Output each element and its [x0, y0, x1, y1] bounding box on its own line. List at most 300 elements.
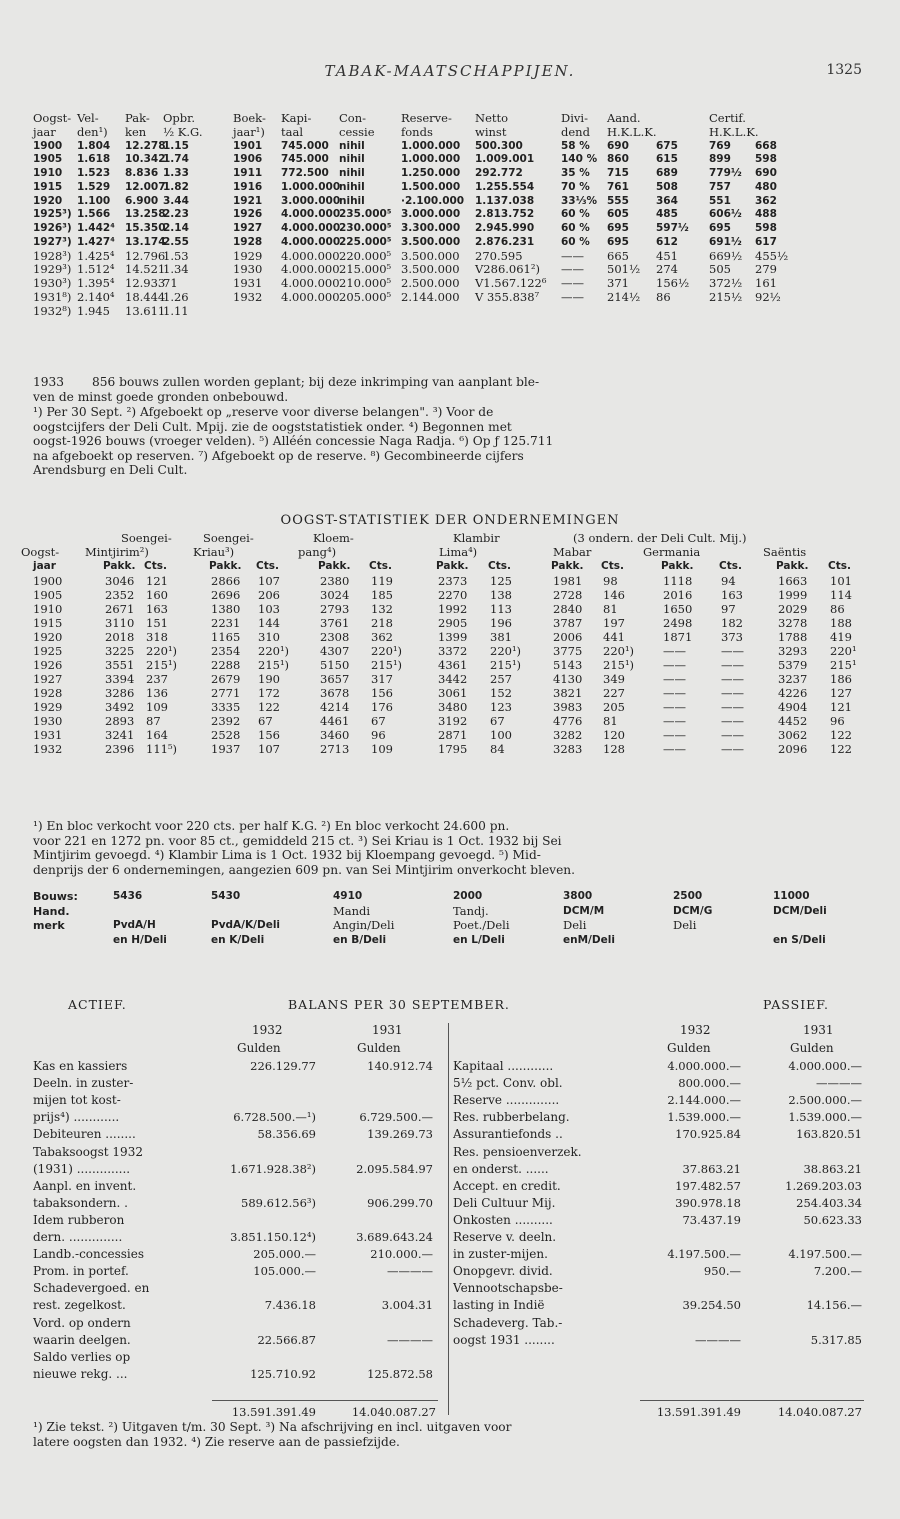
table-cell: 3983 — [553, 700, 583, 714]
text-line: Mintjirim gevoegd. ⁴) Klambir Lima is 1 Oct. 1932 bij Kloempang gevoegd. ⁵) Mid- — [33, 848, 541, 862]
table-cell: 606½ — [709, 208, 742, 221]
table-cell: 372½ — [709, 276, 743, 290]
bouws-cell: Deli — [563, 918, 587, 932]
bouws-cell: Poet./Deli — [453, 918, 510, 932]
liability-1931: 7.200.— — [813, 1264, 862, 1279]
liability-1932: 170.925.84 — [675, 1127, 741, 1142]
table-cell: 156 — [258, 728, 280, 742]
year-1932-right: 1932 — [680, 1023, 711, 1037]
table-cell: 615 — [656, 153, 678, 166]
table-cell: 3480 — [438, 700, 468, 714]
header-cell: Oogst- — [21, 545, 60, 559]
table-cell: 2380 — [320, 574, 350, 588]
table-cell: 1911 — [233, 167, 263, 179]
asset-1931: 3.004.31 — [381, 1298, 433, 1313]
table-cell: 2696 — [211, 588, 241, 602]
header-cell: Soengei- — [121, 531, 172, 545]
liability-label: Schadeverg. Tab.- — [453, 1315, 563, 1330]
table-cell: —— — [721, 672, 744, 686]
header-cell: Pakk. — [776, 560, 809, 572]
gulden-right: Gulden — [667, 1041, 711, 1055]
balance-footnotes — [33, 1420, 865, 1449]
bouws-cell: 2000 — [453, 890, 483, 902]
liability-label: Kapitaal ............ — [453, 1059, 554, 1073]
table-cell: 12.796 — [125, 248, 166, 263]
balance-divider — [448, 1023, 449, 1415]
table-cell: 3.000.000 — [281, 194, 341, 207]
table-cell: 3678 — [320, 686, 350, 700]
table-row — [33, 153, 873, 167]
liability-label: Vennootschapsbe- — [453, 1281, 563, 1296]
liability-label: Res. rubberbelang. — [453, 1110, 570, 1125]
table-cell: 3.300.000 — [401, 222, 461, 234]
header-cell: Pakk. — [436, 560, 469, 572]
table-cell: 695 — [709, 222, 731, 234]
table-cell: 2392 — [211, 714, 241, 728]
table-cell: 605 — [607, 208, 629, 221]
table-row — [33, 603, 873, 617]
asset-label: Landb.-concessies — [33, 1247, 144, 1262]
table-cell: 3192 — [438, 714, 468, 728]
table-cell: 1.009.001 — [475, 153, 535, 166]
table-cell: 120 — [603, 728, 625, 742]
table-cell: 33⅓% — [561, 194, 598, 207]
table-cell: 1.804 — [77, 139, 111, 152]
table-cell: Kapi- — [281, 111, 312, 125]
table-cell: —— — [561, 248, 584, 263]
table-cell: 1.000.000 — [401, 139, 461, 152]
table-row — [33, 222, 873, 236]
table-cell: 96 — [371, 728, 386, 742]
table-cell: 2231 — [211, 616, 241, 630]
table-cell: 1920 — [33, 194, 63, 207]
table-cell: —— — [561, 262, 584, 277]
table-cell: Con- — [339, 111, 367, 125]
table-cell: den¹) — [77, 124, 108, 139]
table-cell: 1.512⁴ — [77, 262, 115, 277]
header-cell: (3 ondern. der Deli Cult. Mij.) — [573, 531, 747, 545]
text-line: denprijs der 6 ondernemingen, aangezien 609 pn. van Sei Mintjirim onverkocht bleven. — [33, 862, 576, 877]
table-cell: 1928 — [33, 686, 63, 700]
table-cell: 4361 — [438, 658, 468, 672]
table-cell: —— — [561, 276, 584, 290]
header-cell: Cts. — [488, 560, 511, 572]
liability-1931: 1.269.203.03 — [785, 1178, 862, 1193]
plantings-note — [33, 375, 865, 404]
table-cell: 86 — [830, 602, 845, 616]
header-row — [33, 112, 873, 126]
table-cell: 1.529 — [77, 180, 111, 193]
table-cell: 1931 — [233, 276, 263, 290]
asset-1932: 58.356.69 — [257, 1127, 316, 1142]
asset-label: Kas en kassiers — [33, 1059, 128, 1073]
bouws-cell: 5436 — [113, 890, 143, 902]
total-right-1931: 14.040.087.27 — [777, 1405, 862, 1419]
liability-1931: 4.000.000.— — [788, 1059, 862, 1073]
table-cell: 1932 — [233, 289, 263, 304]
liability-1932: 39.254.50 — [682, 1298, 741, 1313]
table-row — [33, 645, 873, 659]
bouws-cell: enM/Deli — [563, 933, 615, 946]
table-cell: 3061 — [438, 686, 468, 700]
table-cell: 2793 — [320, 602, 350, 616]
table-cell: 317 — [371, 672, 393, 686]
table-cell: 1926 — [233, 208, 263, 221]
table-cell: 163 — [146, 602, 168, 616]
balance-title: BALANS PER 30 SEPTEMBER. — [288, 997, 510, 1012]
table-cell: Certif. — [709, 111, 746, 125]
table-cell: 1931 — [33, 728, 63, 742]
liability-1932: 2.144.000.— — [667, 1093, 741, 1108]
table-cell: taal — [281, 124, 304, 139]
table-cell: 2270 — [438, 588, 468, 602]
table-cell: 1.500.000 — [401, 180, 461, 193]
table-cell: 152 — [490, 686, 512, 700]
asset-1931: 6.729.500.— — [359, 1110, 433, 1125]
table-cell: 92½ — [755, 289, 781, 304]
bouws-cell: DCM/M — [563, 904, 605, 917]
table-cell: 3241 — [105, 728, 135, 742]
table-cell: 215¹) — [146, 658, 178, 672]
table-cell: 215½ — [709, 289, 743, 304]
table-cell: 2671 — [105, 602, 135, 616]
asset-1931: 140.912.74 — [367, 1059, 433, 1073]
table-cell: 1926 — [33, 658, 63, 672]
table-cell: 597½ — [656, 222, 689, 234]
table-cell: 220¹) — [490, 644, 522, 658]
table-cell: 205 — [603, 700, 625, 714]
table-cell: 1.15 — [163, 139, 189, 152]
year-1932-left: 1932 — [252, 1023, 283, 1037]
table-cell: H.K.L.K. — [607, 124, 657, 139]
table-cell: 2352 — [105, 588, 135, 602]
table-cell: 3282 — [553, 728, 583, 742]
table-cell: 5150 — [320, 658, 350, 672]
table-cell: 551 — [709, 194, 731, 207]
table-cell: 237 — [146, 672, 168, 686]
total-rule — [640, 1400, 864, 1401]
harvest-statistics-title: OOGST-STATISTIEK DER ONDERNEMINGEN — [280, 513, 620, 528]
asset-1932: 1.671.928.38²) — [230, 1161, 316, 1176]
company-figures-table — [33, 112, 873, 372]
table-cell: 235.000⁵ — [339, 208, 392, 221]
table-cell: 695 — [607, 235, 629, 248]
header-cell: Germania — [643, 545, 701, 559]
table-row — [33, 701, 873, 715]
asset-1931: 906.299.70 — [367, 1195, 433, 1210]
table-cell: ken — [125, 124, 147, 139]
table-cell: —— — [721, 686, 744, 700]
table-cell: 14.521 — [125, 262, 166, 277]
table-cell: 97 — [721, 602, 736, 616]
table-cell: 81 — [603, 602, 618, 616]
table-cell: 4452 — [778, 714, 808, 728]
table-row — [33, 743, 873, 757]
table-cell: 215¹) — [490, 658, 522, 672]
liability-1932: 197.482.57 — [675, 1178, 741, 1193]
harvest-statistics-table — [21, 531, 873, 822]
table-cell: 3335 — [211, 700, 241, 714]
table-cell: 1.442⁴ — [77, 222, 115, 234]
table-cell: 4.000.000 — [281, 289, 340, 304]
table-row — [33, 617, 873, 631]
year-1931-right: 1931 — [803, 1023, 834, 1037]
table-cell: 3293 — [778, 644, 808, 658]
table-cell: 1915 — [33, 616, 63, 630]
table-cell: 107 — [258, 742, 280, 756]
table-cell: 3821 — [553, 686, 583, 700]
bouws-label: Hand. — [33, 904, 70, 918]
text-line: latere oogsten dan 1932. ⁴) Zie reserve aan de passiefzijde. — [33, 1434, 400, 1449]
table-cell: 2308 — [320, 630, 350, 644]
header-cell: Cts. — [828, 560, 851, 572]
table-row — [33, 167, 873, 181]
asset-label: Idem rubberon — [33, 1212, 125, 1227]
table-cell: 4.000.000 — [281, 276, 340, 290]
table-cell: 111⁵) — [146, 742, 178, 756]
table-cell: 2288 — [211, 658, 241, 672]
asset-label: mijen tot kost- — [33, 1093, 121, 1108]
bouws-cell: DCM/Deli — [773, 904, 827, 917]
asset-1931: ———— — [387, 1264, 433, 1279]
header-row — [21, 545, 873, 560]
table-cell: —— — [663, 700, 686, 714]
table-row — [33, 277, 873, 291]
table-cell: 156½ — [656, 276, 690, 290]
table-cell: 3.500.000 — [401, 235, 461, 248]
table-cell: 161 — [755, 276, 777, 290]
table-cell: 1931⁸) — [33, 289, 72, 304]
header-cell: Pakk. — [661, 560, 694, 572]
table-cell: 1930³) — [33, 276, 72, 290]
table-cell: 220¹) — [146, 644, 178, 658]
text-line: ¹) Zie tekst. ²) Uitgaven t/m. 30 Sept. ³) Na afschrijving en incl. uitgaven voor — [33, 1420, 512, 1434]
table-cell: 665 — [607, 248, 629, 263]
table-row — [33, 673, 873, 687]
header-cell: Mintjirim²) — [85, 545, 149, 559]
table-row — [33, 181, 873, 195]
liability-label: en onderst. ...... — [453, 1161, 549, 1176]
table-cell: 1.137.038 — [475, 194, 535, 207]
table-cell: 1.425⁴ — [77, 248, 115, 263]
bouws-cell: Angin/Deli — [333, 918, 395, 932]
table-cell: 122 — [830, 742, 852, 756]
table-cell: 125 — [490, 574, 512, 588]
table-cell: 715 — [607, 167, 629, 179]
table-cell: 612 — [656, 235, 678, 248]
table-cell: 122 — [258, 700, 280, 714]
liability-1931: 14.156.— — [806, 1298, 862, 1313]
table-cell: 2354 — [211, 644, 241, 658]
asset-label: Deeln. in zuster- — [33, 1076, 134, 1091]
asset-label: Schadevergoed. en — [33, 1281, 150, 1296]
table-cell: 215¹) — [603, 658, 635, 672]
table-cell: 12.933 — [125, 276, 166, 290]
table-cell: 362 — [371, 630, 393, 644]
table-cell: 163 — [721, 588, 743, 602]
liability-1932: 390.978.18 — [675, 1195, 741, 1210]
table-cell: 2713 — [320, 742, 350, 756]
table-cell: 1.000.000 — [281, 180, 341, 193]
table-cell: 257 — [490, 672, 512, 686]
table-cell: 67 — [371, 714, 386, 728]
table-cell: 1921 — [233, 194, 263, 207]
table-row — [33, 589, 873, 603]
header-cell: Saëntis — [763, 545, 807, 559]
table-cell: —— — [721, 742, 744, 756]
table-cell: 455½ — [755, 248, 789, 263]
table-cell: 172 — [258, 686, 280, 700]
table-cell: 1.523 — [77, 167, 111, 179]
table-cell: 598 — [755, 222, 777, 234]
liability-label: 5½ pct. Conv. obl. — [453, 1076, 563, 1091]
table-cell: 1.566 — [77, 208, 111, 221]
table-cell: 2373 — [438, 574, 468, 588]
table-cell: 210.000⁵ — [339, 276, 392, 290]
table-cell: 1.74 — [163, 153, 189, 166]
header-cell: Kriau³) — [193, 545, 235, 559]
bouws-cell: Deli — [673, 918, 697, 932]
table-cell: 381 — [490, 630, 512, 644]
table-cell: 1650 — [663, 602, 693, 616]
table-cell: 2.14 — [163, 222, 189, 234]
table-cell: 81 — [603, 714, 618, 728]
table-cell: 67 — [258, 714, 273, 728]
asset-1932: 3.851.150.12⁴) — [230, 1230, 316, 1244]
text-line: na afgeboekt op reserven. ⁷) Afgeboekt op de reserve. ⁸) Gecombineerde cijfers — [33, 448, 524, 463]
liability-1932: 800.000.— — [678, 1076, 741, 1091]
header-cell: pang⁴) — [298, 545, 337, 559]
bouws-cell: en H/Deli — [113, 933, 167, 946]
asset-1932: 22.566.87 — [257, 1332, 316, 1347]
table-cell: nihil — [339, 180, 365, 193]
header-cell: Lima⁴) — [439, 545, 478, 559]
table-row — [33, 140, 873, 154]
table-cell: 196 — [490, 616, 512, 630]
table-row — [33, 575, 873, 589]
statistics-footnotes — [33, 819, 865, 877]
table-cell: 4.000.000 — [281, 208, 341, 221]
liability-1931: 5.317.85 — [810, 1332, 862, 1347]
table-cell: ½ K.G. — [163, 124, 203, 139]
table-cell: winst — [475, 124, 507, 139]
table-cell: 2.140⁴ — [77, 289, 115, 304]
table-cell: 3551 — [105, 658, 135, 672]
header-cell: Cts. — [144, 560, 167, 572]
table-cell: cessie — [339, 124, 375, 139]
table-cell: 1928 — [233, 235, 263, 248]
bouws-cell: en K/Deli — [211, 933, 265, 946]
table-cell: Opbr. — [163, 111, 196, 125]
table-cell: 1905 — [33, 588, 63, 602]
bouws-cell: 3800 — [563, 890, 593, 902]
table-cell: 4.000.000 — [281, 262, 340, 277]
table-cell: 215¹ — [830, 658, 857, 672]
table-cell: 1.11 — [163, 303, 189, 318]
table-cell: 2679 — [211, 672, 241, 686]
liability-label: Reserve v. deeln. — [453, 1230, 557, 1244]
gulden-left: Gulden — [237, 1041, 281, 1055]
table-cell: 1930 — [233, 262, 263, 277]
table-cell: 220¹) — [603, 644, 635, 658]
table-cell: 3278 — [778, 616, 808, 630]
liability-1932: 1.539.000.— — [667, 1110, 741, 1125]
table-cell: 109 — [146, 700, 168, 714]
table-cell: 1905 — [33, 153, 63, 166]
asset-label: tabaksondern. . — [33, 1195, 128, 1210]
year-1931-left: 1931 — [372, 1023, 403, 1037]
total-left-1931: 14.040.087.27 — [351, 1405, 436, 1419]
table-cell: 668 — [755, 139, 777, 152]
table-cell: 3394 — [105, 672, 135, 686]
table-cell: 1.33 — [163, 167, 189, 179]
note-text: 856 bouws zullen worden geplant; bij deze inkrimping van aanplant ble- — [92, 375, 540, 389]
liability-label: Onopgevr. divid. — [453, 1264, 553, 1279]
table-cell: 18.444 — [125, 289, 166, 304]
table-cell: 3.44 — [163, 194, 189, 207]
table-cell: 2771 — [211, 686, 241, 700]
asset-label: Tabaksoogst 1932 — [33, 1144, 143, 1159]
table-cell: 2.945.990 — [475, 222, 535, 234]
table-cell: 86 — [656, 289, 671, 304]
table-cell: 122 — [830, 728, 852, 742]
table-cell: Pak- — [125, 111, 150, 125]
table-cell: 349 — [603, 672, 625, 686]
table-cell: Aand. — [607, 111, 641, 125]
total-right-1932: 13.591.391.49 — [656, 1405, 741, 1419]
asset-1931: 3.689.643.24 — [356, 1230, 433, 1244]
table-cell: 1.53 — [163, 248, 189, 263]
table-row — [33, 208, 873, 222]
table-cell: 4.000.000 — [281, 248, 340, 263]
table-cell: 695 — [607, 222, 629, 234]
table-cell: 371 — [607, 276, 629, 290]
table-cell: 58 % — [561, 139, 590, 152]
table-cell: —— — [721, 714, 744, 728]
table-cell: 1910 — [33, 602, 63, 616]
bouws-label: merk — [33, 919, 65, 932]
table-cell: 218 — [371, 616, 393, 630]
table-cell: 3657 — [320, 672, 350, 686]
table-cell: 1.395⁴ — [77, 276, 115, 290]
text-line: ¹) Per 30 Sept. ²) Afgeboekt op „reserve voor diverse belangen". ³) Voor de — [33, 405, 494, 419]
table-cell: 274 — [656, 262, 678, 277]
asset-1932: 205.000.— — [253, 1247, 316, 1262]
table-cell: 598 — [755, 153, 777, 166]
table-cell: 2096 — [778, 742, 808, 756]
table-cell: 176 — [371, 700, 393, 714]
text-line: Arendsburg en Deli Cult. — [33, 463, 188, 477]
header-row — [33, 560, 873, 574]
table-cell: 2866 — [211, 574, 241, 588]
table-cell: 4.000.000 — [281, 222, 341, 234]
actief-heading: ACTIEF. — [68, 997, 127, 1012]
table-cell: 1932 — [33, 742, 63, 756]
table-cell: 1999 — [778, 588, 808, 602]
table-cell: Boek- — [233, 111, 266, 125]
table-row — [33, 195, 873, 209]
asset-1932: 6.728.500.—¹) — [233, 1110, 316, 1125]
table-cell: 87 — [146, 714, 161, 728]
table-cell: —— — [721, 728, 744, 742]
header-cell: Pakk. — [318, 560, 351, 572]
text-line: ven de minst goede gronden onbebouwd. — [33, 389, 289, 404]
bouws-cell: Mandi — [333, 903, 371, 918]
table-cell: Netto — [475, 111, 509, 125]
table-cell: 12.278 — [125, 139, 166, 152]
table-cell: jaar — [33, 124, 56, 139]
table-cell: 2029 — [778, 602, 808, 616]
